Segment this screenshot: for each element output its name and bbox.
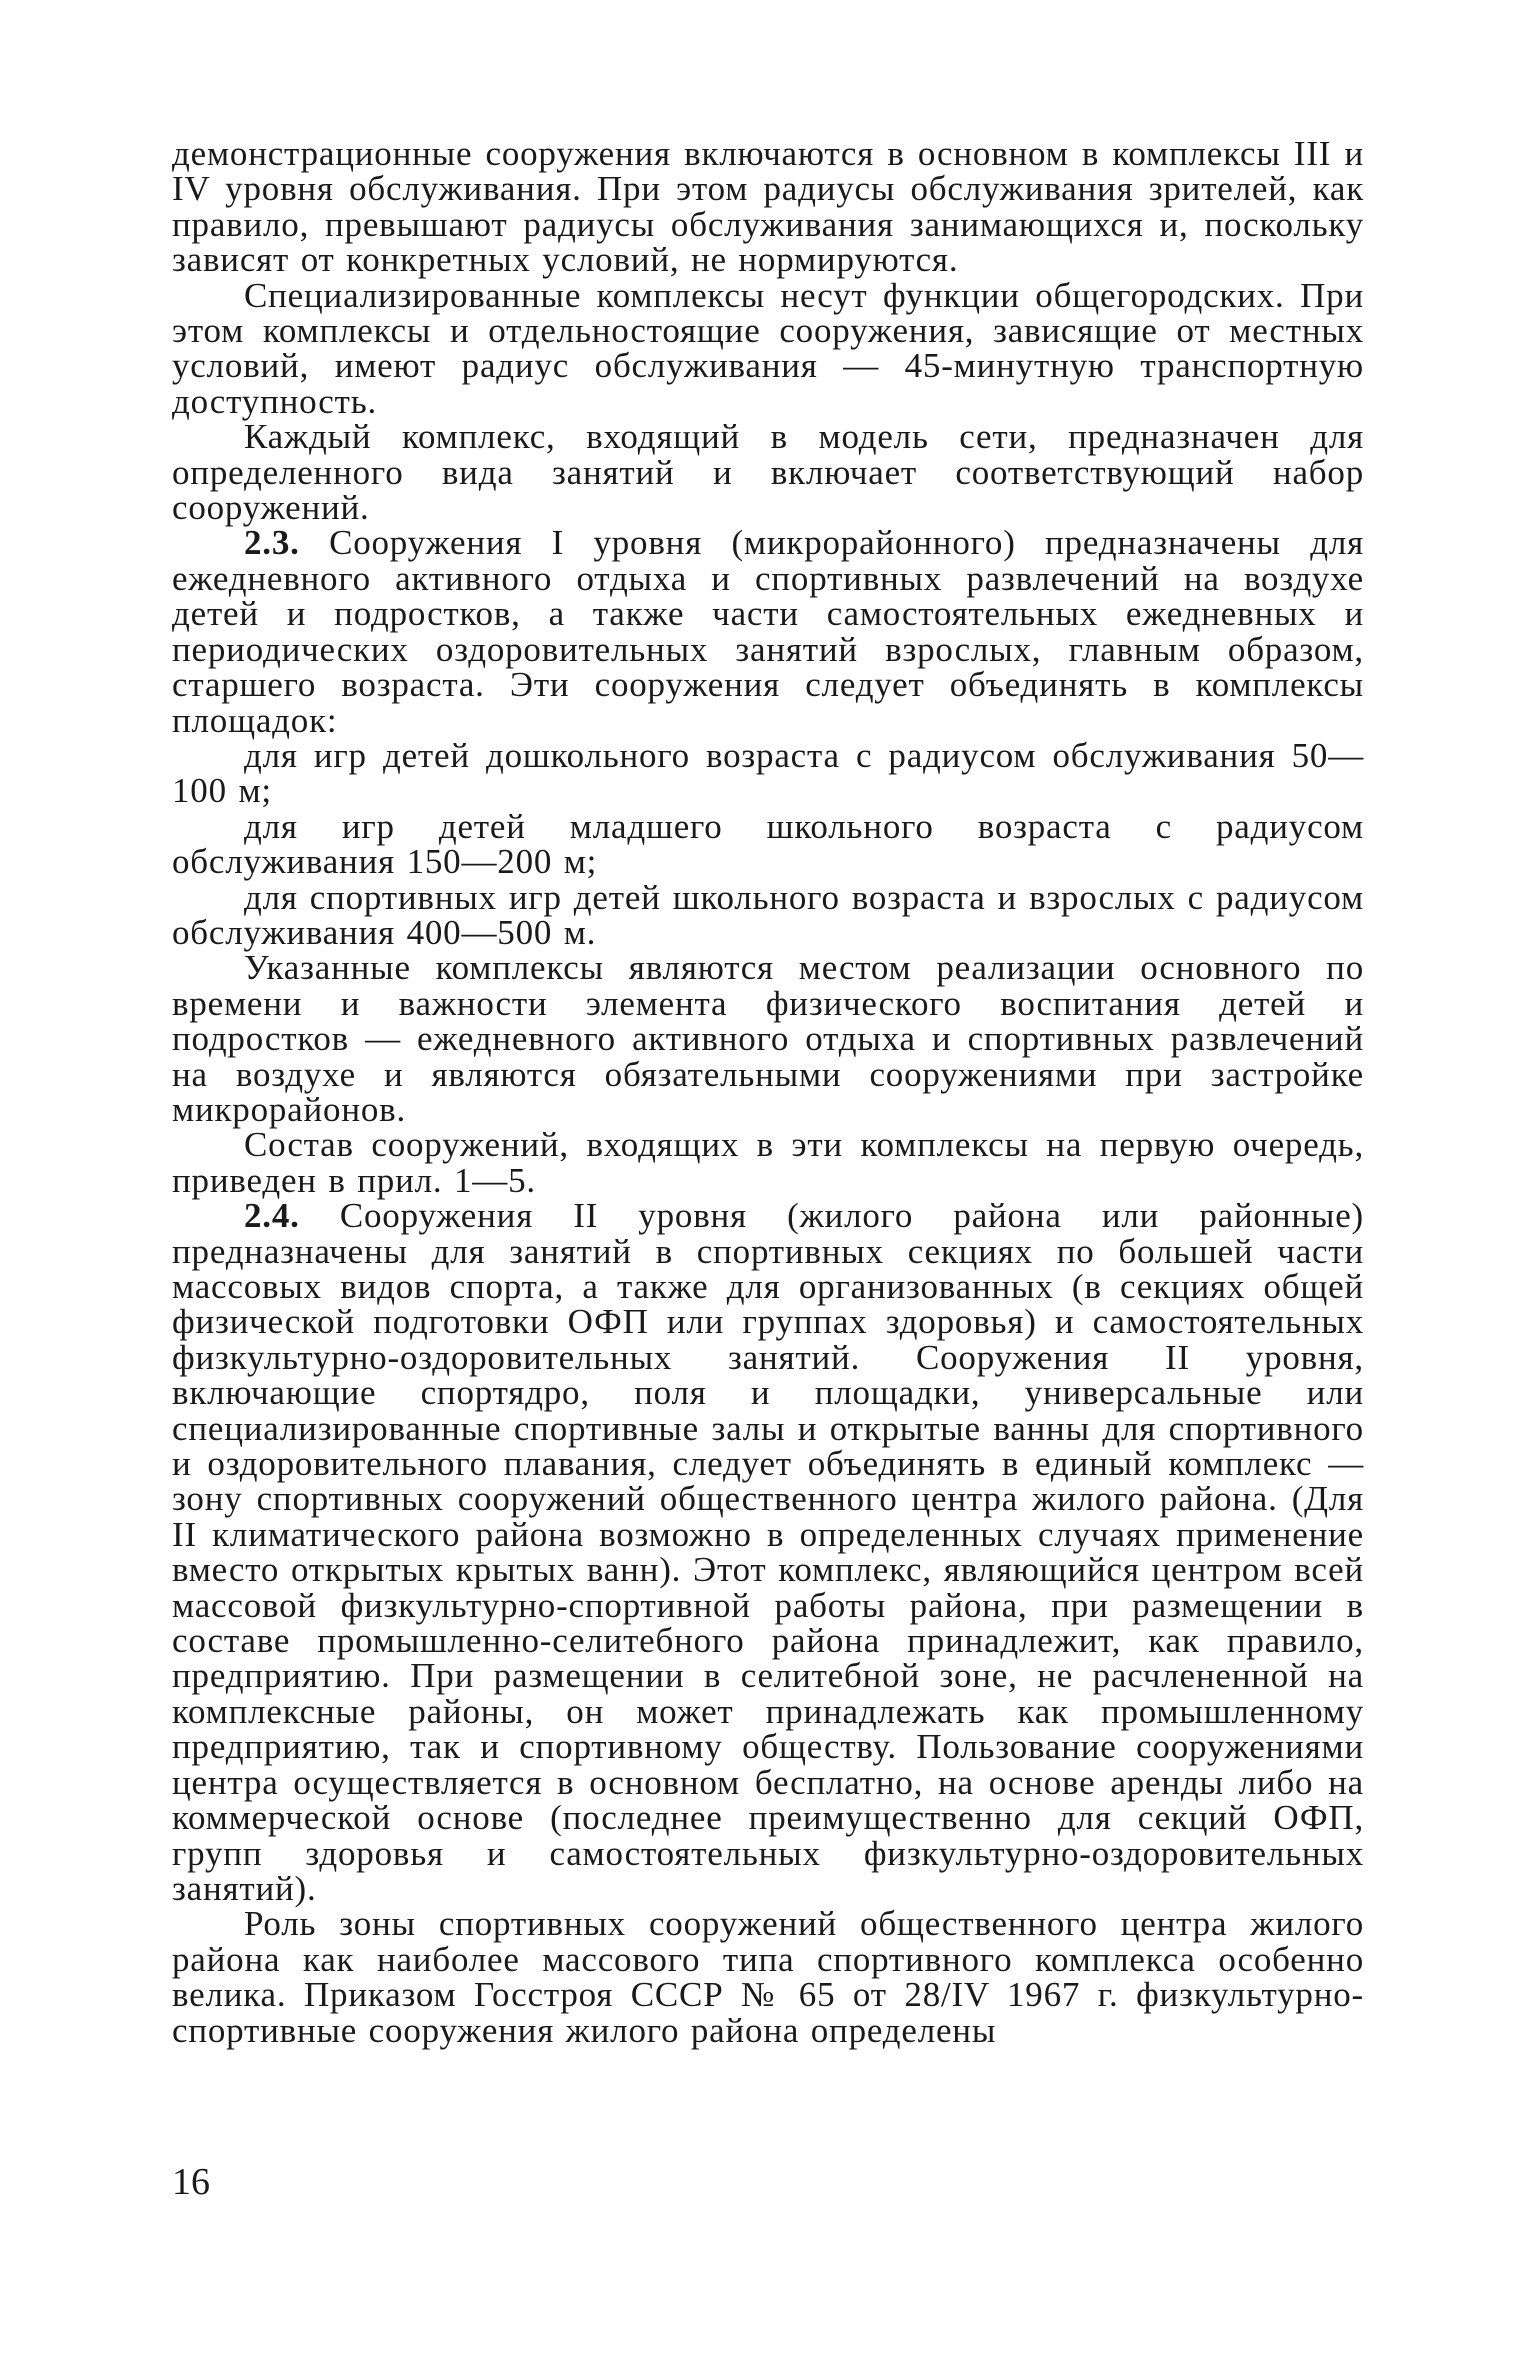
list-item-text: для игр детей дошкольного возраста с радиусом обслуживания 50—100 м;: [172, 735, 1364, 811]
paragraph: [172, 1906, 1364, 2048]
list-item-text: для игр детей младшего школьного возраста с радиусом обслуживания 150—200 м;: [172, 806, 1364, 882]
paragraph-text: Специализированные комплексы несут функции общегородских. При этом комплексы и отдельностоящие сооружения, зависящие от местных условий, имеют радиус обслуживания — 45-минутную транспортную доступность.: [172, 275, 1364, 421]
paragraph-text: демонстрационные сооружения включаются в основном в комплексы III и IV уровня обслуживания. При этом радиусы обслуживания зрителей, как правило, превышают радиусы обслуживания занимающихся и, поскольку зависят от конкретных условий, не нормируются.: [172, 134, 1364, 280]
paragraph-text: Сооружения II уровня (жилого района или районные) предназначены для занятий в спортивных секциях по большей части массовых видов спорта, а также для организованных (в секциях общей физической подготовки ОФП или группах здоровья) и самостоятельных физкультурно-оздоровительных занятий. Сооружения II уровня, включающие спортядро, поля и площадки, универсальные или специализированные спортивные залы и открытые ванны для спортивного и оздоровительного плавания, следует объединять в единый комплекс — зону спортивных сооружений общественного центра жилого района. (Для II климатического района возможно в определенных случаях применение вместо открытых крытых ванн). Этот комплекс, являющийся центром всей массовой физкультурно-спортивной работы района, при размещении в составе промышленно-селитебного района принадлежит, как правило, предприятию. При размещении в селитебной зоне, не расчлененной на комплексные районы, он может принадлежать как промышленному предприятию, так и спортивному обществу. Пользование сооружениями центра осуществляется в основном бесплатно, на основе аренды либо на коммерческой основе (последнее преимущественно для секций ОФП, групп здоровья и самостоятельных физкультурно-оздоровительных занятий).: [172, 1196, 1364, 1908]
section-number: 2.3.: [244, 523, 300, 563]
paragraph: [172, 417, 1364, 528]
section-number: 2.4.: [244, 1196, 300, 1236]
paragraph: [172, 275, 1364, 421]
list-item: [172, 877, 1364, 952]
paragraph: [172, 523, 1364, 740]
list-item: [172, 735, 1364, 811]
list-item: [172, 806, 1364, 882]
paragraph: [172, 950, 1364, 1127]
paragraph-text: Каждый комплекс, входящий в модель сети, предназначен для определенного вида занятий и включает соответствующий набор сооружений.: [172, 417, 1364, 528]
paragraph-text: Состав сооружений, входящих в эти комплексы на первую очередь, приведен в прил. 1—5.: [172, 1125, 1364, 1200]
paragraph: [172, 1198, 1364, 1906]
paragraph: [172, 1127, 1364, 1198]
paragraph-text: Роль зоны спортивных сооружений общественного центра жилого района как наиболее массового типа спортивного комплекса особенно велика. Приказом Госстроя СССР № 65 от 28/IV 1967 г. физкультурно-спортивные сооружения жилого района определены: [172, 1904, 1364, 2050]
paragraph: [172, 136, 1364, 278]
page-number: 16: [172, 2161, 210, 2203]
page-body: [172, 136, 1364, 2048]
paragraph-text: Указанные комплексы являются местом реализации основного по времени и важности элемента физического воспитания детей и подростков — ежедневного активного отдыха и спортивных развлечений на воздухе и являются обязательными сооружениями при застройке микрорайонов.: [172, 948, 1364, 1129]
paragraph-text: Сооружения I уровня (микрорайонного) предназначены для ежедневного активного отдыха и спортивных развлечений на воздухе детей и подростков, а также части самостоятельных ежедневных и периодических оздоровительных занятий взрослых, главным образом, старшего возраста. Эти сооружения следует объединять в комплексы площадок:: [172, 523, 1364, 740]
list-item-text: для спортивных игр детей школьного возраста и взрослых с радиусом обслуживания 400—500 м.: [172, 877, 1364, 952]
